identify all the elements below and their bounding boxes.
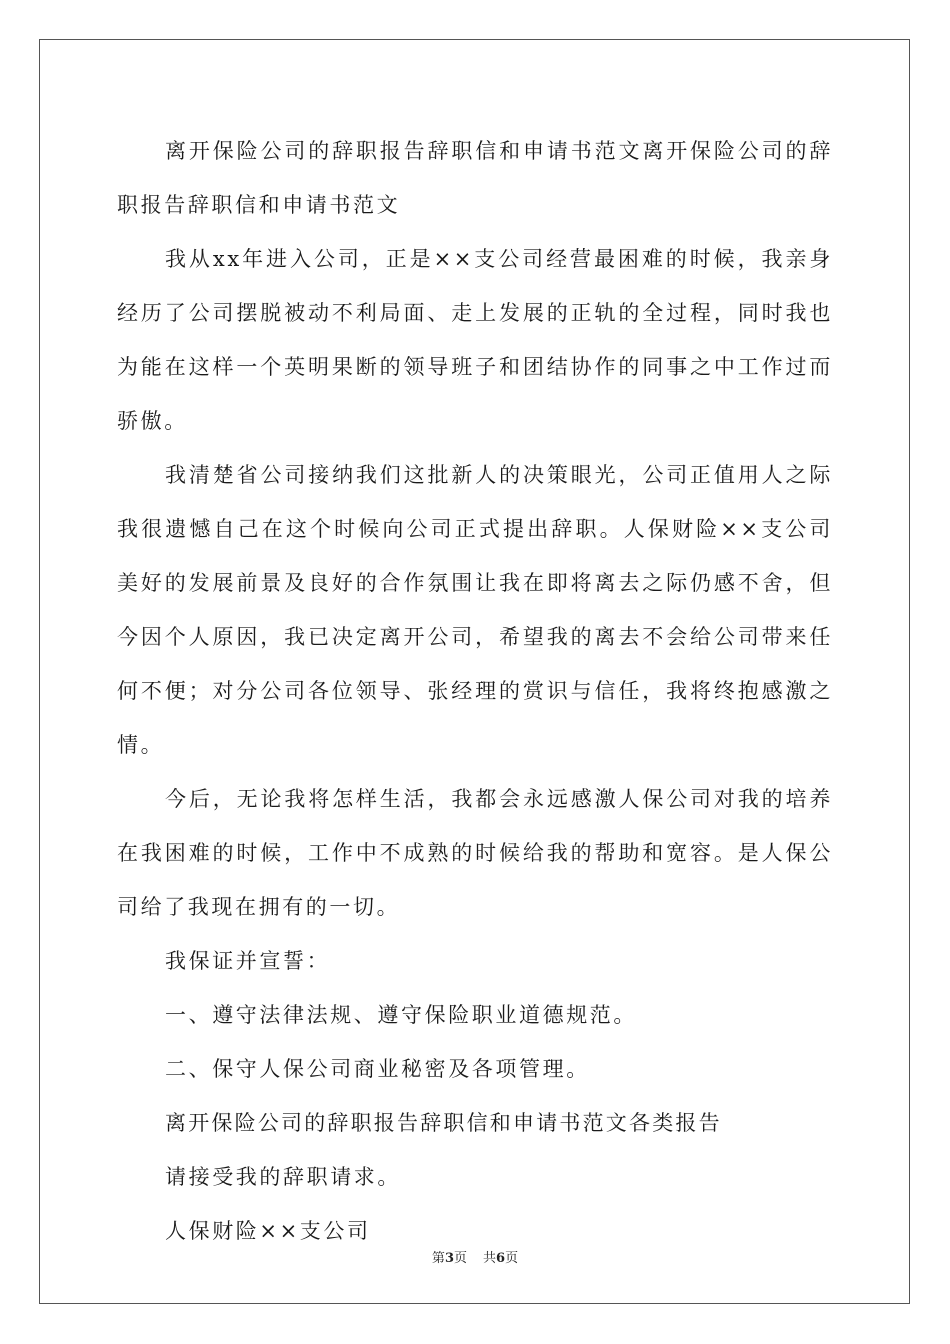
page-footer bbox=[0, 1247, 950, 1266]
total-prefix: 共 bbox=[483, 1251, 497, 1266]
report-category-line: 离开保险公司的辞职报告辞职信和申请书范文各类报告 bbox=[165, 1111, 722, 1135]
total-pages: 6 bbox=[496, 1251, 506, 1266]
body-paragraph-1: 我从xx年进入公司，正是××支公司经营最困难的时候，我亲身经历了公司摆脱被动不利局面、走上发展的正轨的全过程，同时我也为能在这样一个英明果断的领导班子和团结协作的同事之中工作过而骄傲。 bbox=[117, 247, 833, 433]
total-suffix: 页 bbox=[505, 1251, 519, 1266]
closing-request: 请接受我的辞职请求。 bbox=[165, 1165, 401, 1189]
body-paragraph-2: 我清楚省公司接纳我们这批新人的决策眼光，公司正值用人之际我很遗憾自己在这个时候向公司正式提出辞职。人保财险××支公司美好的发展前景及良好的合作氛围让我在即将离去之际仍感不舍，但今因个人原因，我已决定离开公司，希望我的离去不会给公司带来任何不便；对分公司各位领导、张经理的赏识与信任，我将终抱感激之情。 bbox=[117, 463, 833, 757]
signature-company: 人保财险××支公司 bbox=[165, 1219, 371, 1243]
document-title-paragraph: 离开保险公司的辞职报告辞职信和申请书范文离开保险公司的辞职报告辞职信和申请书范文 bbox=[117, 139, 833, 217]
pledge-item-2: 二、保守人保公司商业秘密及各项管理。 bbox=[165, 1057, 590, 1081]
page-prefix: 第 bbox=[431, 1251, 445, 1266]
pledge-item-1: 一、遵守法律法规、遵守保险职业道德规范。 bbox=[165, 1003, 637, 1027]
document-body bbox=[117, 124, 833, 1258]
page-suffix: 页 bbox=[453, 1251, 467, 1266]
page-number: 3 bbox=[444, 1251, 454, 1266]
pledge-heading: 我保证并宣誓： bbox=[165, 949, 331, 973]
body-paragraph-3: 今后，无论我将怎样生活，我都会永远感激人保公司对我的培养在我困难的时候，工作中不成熟的时候给我的帮助和宽容。是人保公司给了我现在拥有的一切。 bbox=[117, 787, 833, 919]
